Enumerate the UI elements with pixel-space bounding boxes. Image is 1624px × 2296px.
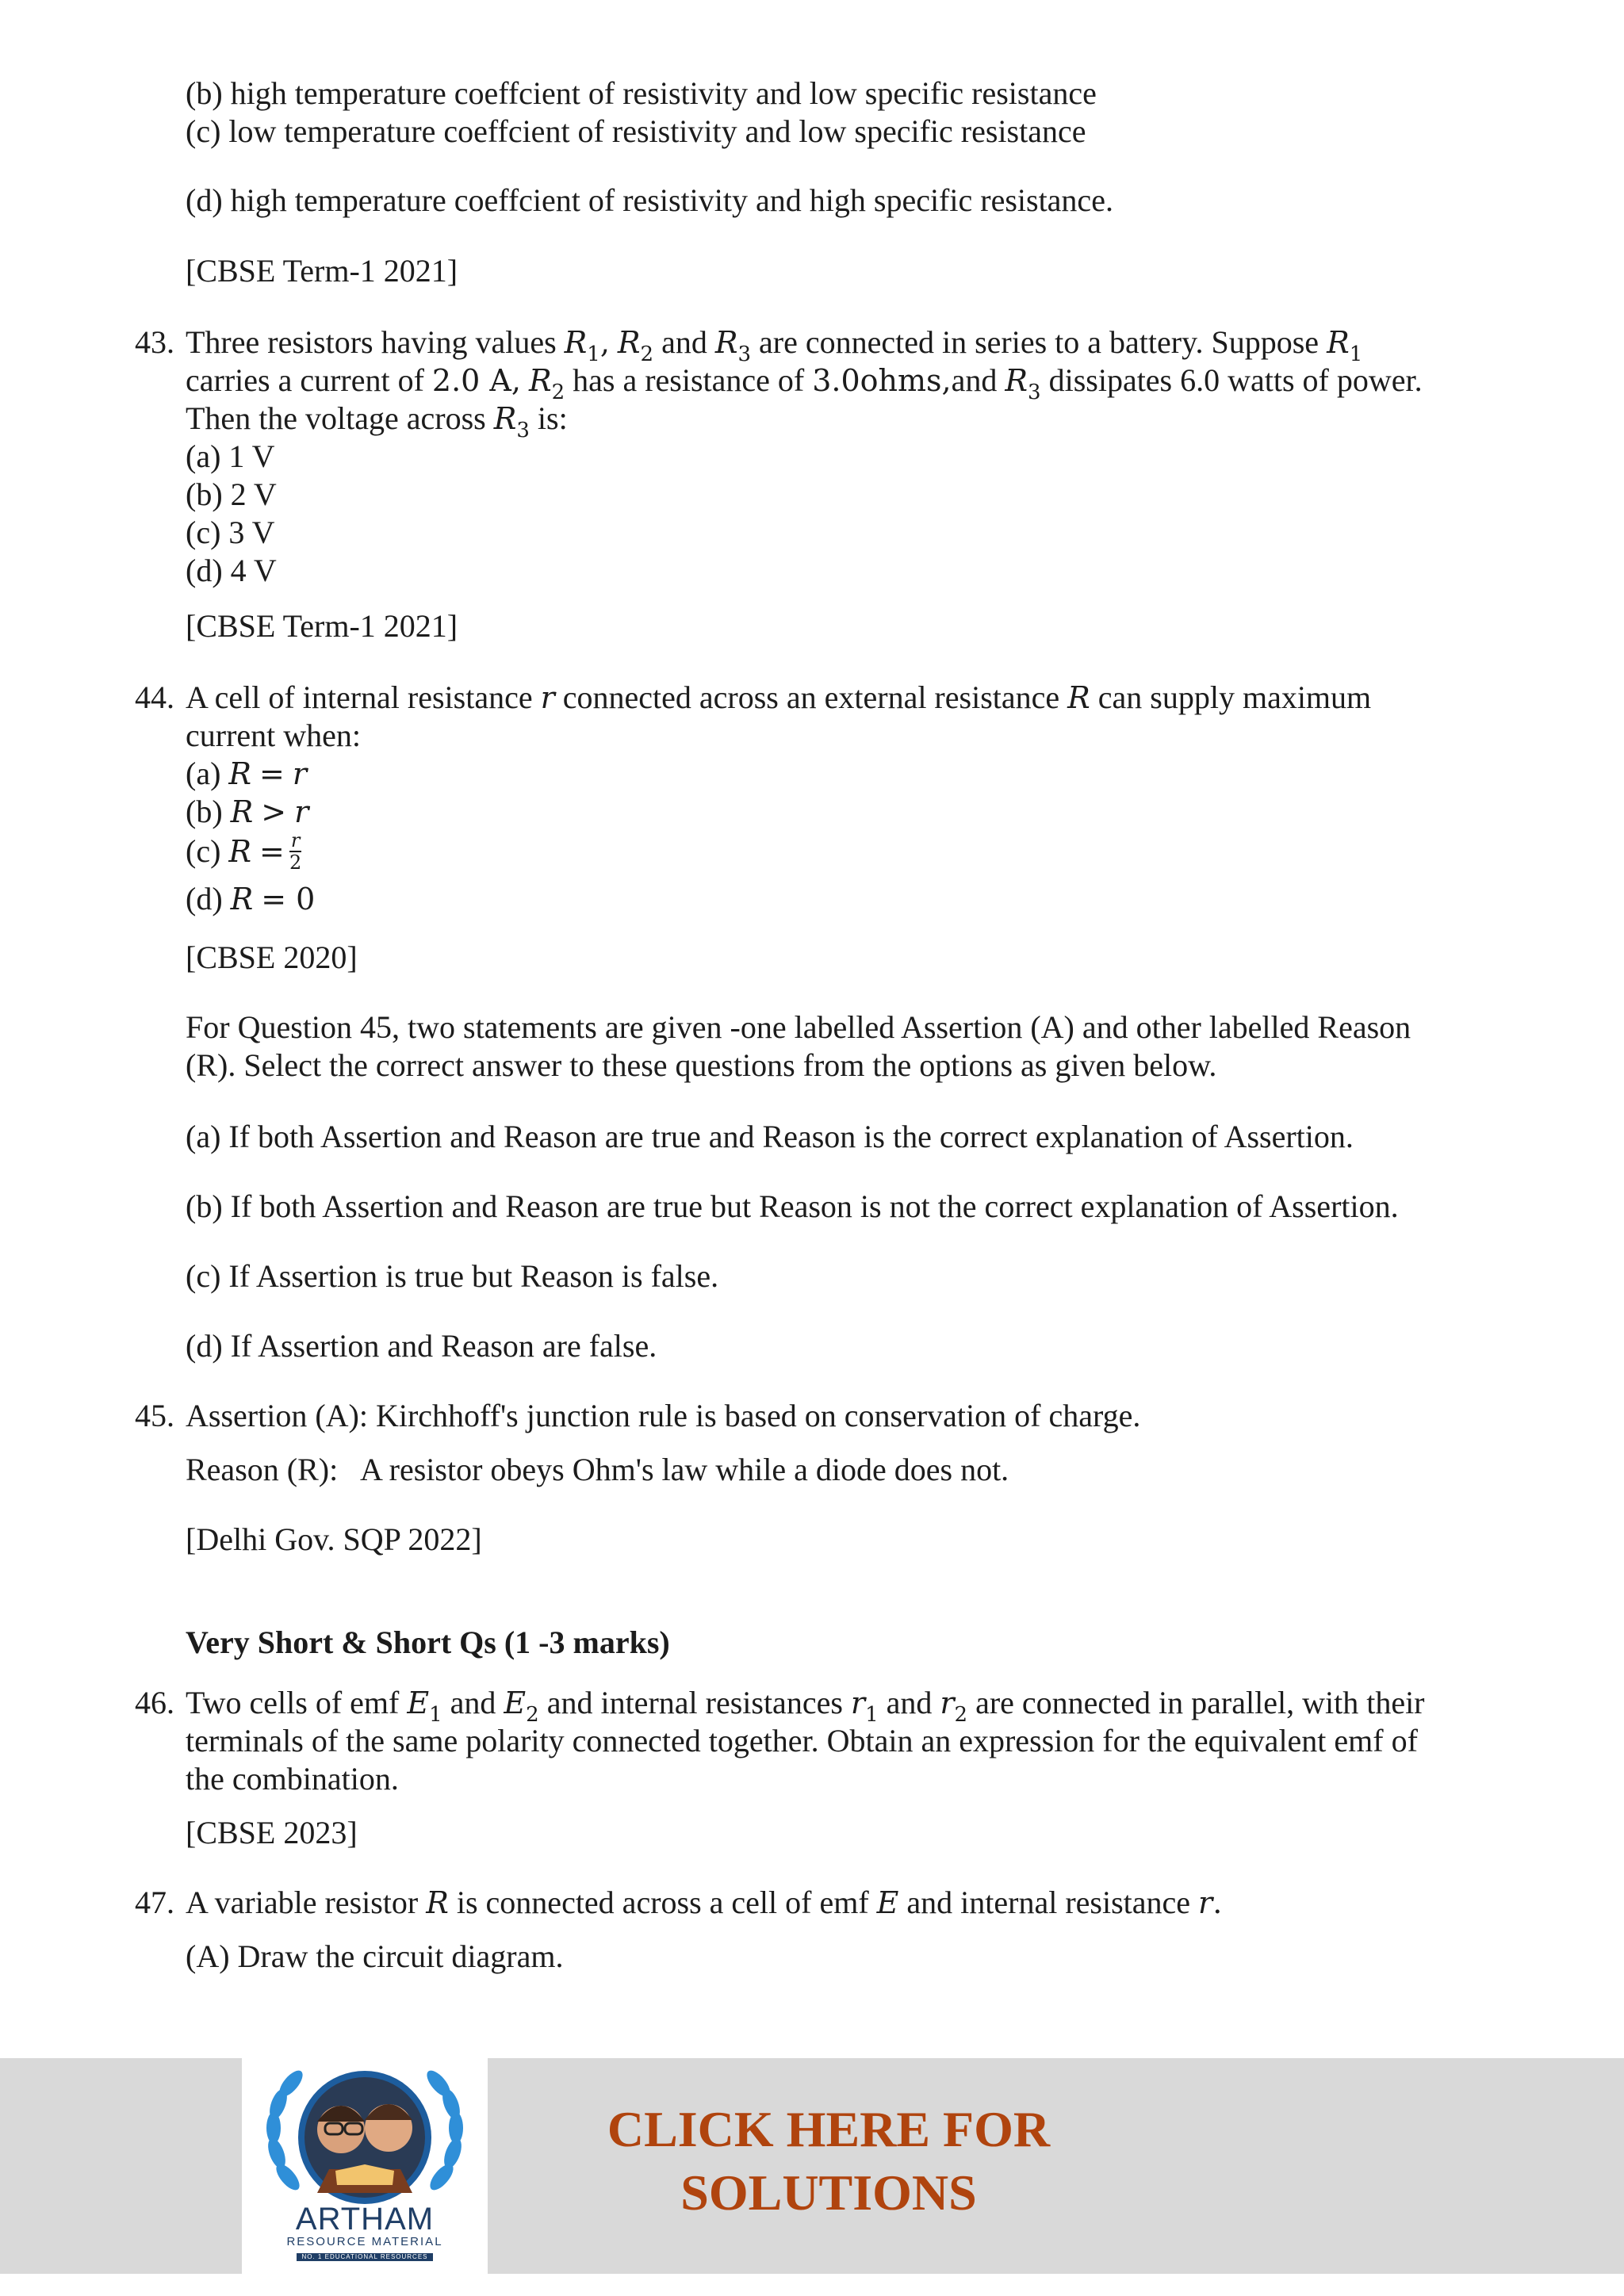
- q46-source: [CBSE 2023]: [186, 1815, 358, 1850]
- instructions-option-b: (b) If both Assertion and Reason are true but Reason is not the correct explanation of Assertion.: [186, 1188, 1399, 1224]
- q47-line-1: A variable resistor R is connected across a cell of emf E and internal resistance r.: [186, 1885, 1223, 1920]
- q44-source: [CBSE 2020]: [186, 939, 358, 975]
- q46-line-2: terminals of the same polarity connected together. Obtain an expression for the equivalent emf of: [186, 1723, 1418, 1758]
- q47-number: 47.: [135, 1885, 174, 1920]
- q44-option-a: (a) R = r: [186, 756, 308, 791]
- q43-number: 43.: [135, 324, 174, 360]
- q43-line-1: Three resistors having values $R_1$, $R_2$ and $R_3$ are connected in series to a battery. Suppose $R_1$: [186, 324, 1363, 366]
- brand-small-tag: NO. 1 EDUCATIONAL RESOURCES: [297, 2253, 432, 2261]
- instructions-option-d: (d) If Assertion and Reason are false.: [186, 1328, 657, 1364]
- instructions-line-1: For Question 45, two statements are given -one labelled Assertion (A) and other labelled Reason: [186, 1009, 1411, 1045]
- instructions-option-c: (c) If Assertion is true but Reason is false.: [186, 1258, 719, 1294]
- cta-line-1: CLICK HERE FOR: [607, 2101, 1051, 2157]
- q45-assertion: Assertion (A): Kirchhoff's junction rule is based on conservation of charge.: [186, 1398, 1141, 1433]
- q47-part-a: (A) Draw the circuit diagram.: [186, 1938, 564, 1974]
- q42-option-d: (d) high temperature coeffcient of resistivity and high specific resistance.: [186, 182, 1113, 218]
- q44-line-1: A cell of internal resistance r connected across an external resistance R can supply maximum: [186, 679, 1372, 715]
- q44-number: 44.: [135, 679, 174, 715]
- q44-option-b: (b) R > r: [186, 794, 309, 829]
- cta-line-2: SOLUTIONS: [680, 2164, 977, 2221]
- q44-line-2: current when:: [186, 718, 362, 753]
- q43-option-a: (a) 1 V: [186, 438, 275, 474]
- q42-source: [CBSE Term-1 2021]: [186, 253, 458, 289]
- q43-option-d: (d) 4 V: [186, 553, 277, 588]
- q43-option-c: (c) 3 V: [186, 515, 275, 550]
- instructions-line-2: (R). Select the correct answer to these questions from the options as given below.: [186, 1047, 1217, 1083]
- q42-option-c: (c) low temperature coeffcient of resistivity and low specific resistance: [186, 113, 1086, 149]
- click-here-for-solutions-link[interactable]: [539, 2098, 1118, 2225]
- q46-number: 46.: [135, 1685, 174, 1720]
- q45-number: 45.: [135, 1398, 174, 1433]
- q45-source: [Delhi Gov. SQP 2022]: [186, 1521, 482, 1557]
- q44-option-d: (d) R = 0: [186, 881, 316, 916]
- q46-line-3: the combination.: [186, 1761, 399, 1797]
- q42-option-b: (b) high temperature coeffcient of resistivity and low specific resistance: [186, 75, 1097, 111]
- q46-line-1: Two cells of emf $E_1$ and $E_2$ and internal resistances $r_1$ and $r_2$ are connected in parallel, with their: [186, 1685, 1425, 1727]
- brand-wordmark: [242, 2202, 488, 2263]
- section-heading: Very Short & Short Qs (1 -3 marks): [186, 1624, 670, 1660]
- r-over-2-fraction: $\frac{r}{2}$: [289, 828, 302, 874]
- instructions-option-a: (a) If both Assertion and Reason are true and Reason is the correct explanation of Assertion.: [186, 1119, 1354, 1154]
- q43-line-2: carries a current of 2.0 A, $R_2$ has a resistance of 3.0ohms,and $R_3$ dissipates 6.0 watts of power.: [186, 362, 1423, 404]
- brand-tagline: RESOURCE MATERIAL: [286, 2235, 443, 2248]
- q43-option-b: (b) 2 V: [186, 476, 277, 512]
- laurel-wreath-icon: [242, 2058, 488, 2209]
- brand-name: ARTHAM: [295, 2202, 435, 2237]
- q43-source: [CBSE Term-1 2021]: [186, 608, 458, 644]
- q45-reason: Reason (R): A resistor obeys Ohm's law while a diode does not.: [186, 1452, 1009, 1487]
- q44-option-c: (c) R = $\frac{r}{2}$: [186, 828, 302, 874]
- q43-line-3: Then the voltage across $R_3$ is:: [186, 400, 568, 442]
